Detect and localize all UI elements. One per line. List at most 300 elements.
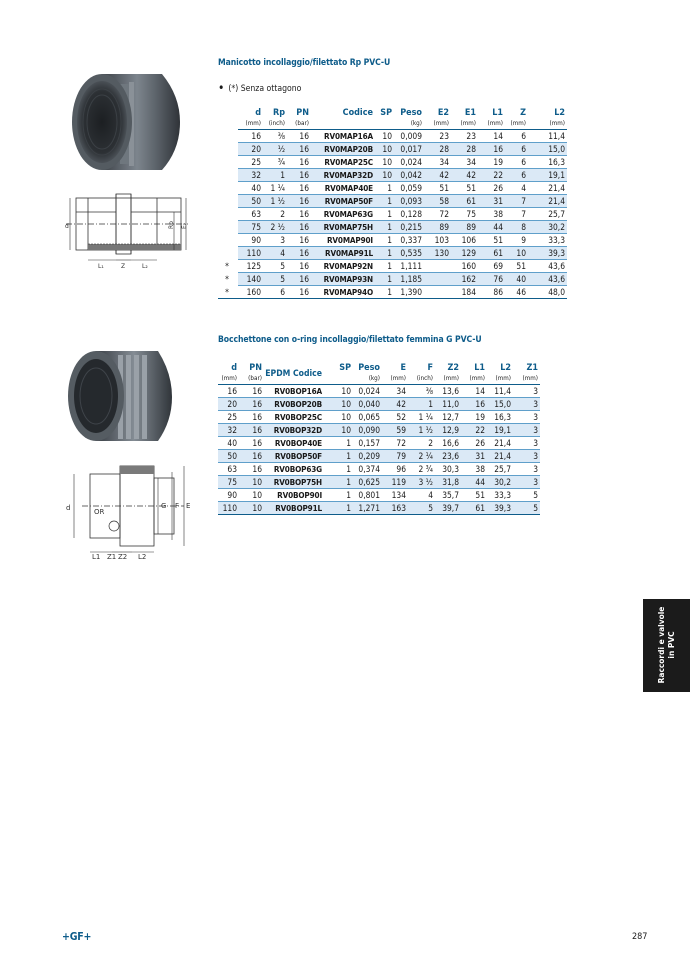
table-cell: 14 — [478, 130, 505, 143]
col-unit: (mm) — [382, 374, 408, 385]
table-cell: 25 — [238, 156, 263, 169]
table-cell: 10 — [375, 156, 394, 169]
table-cell: 3 — [513, 450, 540, 463]
col-unit: (mm) — [528, 119, 567, 130]
table-cell: 31 — [478, 195, 505, 208]
col-header: E1 — [464, 108, 476, 118]
table-cell: 19 — [461, 411, 487, 424]
table-cell: 2 — [263, 208, 287, 221]
col-header: L1 — [474, 363, 485, 373]
table-cell: 79 — [382, 450, 408, 463]
table-cell: 23,6 — [435, 450, 461, 463]
table-cell: 63 — [238, 208, 263, 221]
table-header-row — [218, 363, 540, 374]
table-cell: 34 — [424, 156, 451, 169]
table-cell: 34 — [382, 385, 408, 398]
table-cell: 40 — [238, 182, 263, 195]
table-cell: 125 — [238, 260, 263, 273]
table-cell: 6 — [505, 169, 528, 182]
drawing-label-l2b: L2 — [138, 553, 147, 560]
table-cell: 16,6 — [435, 437, 461, 450]
article-code: RV0MAP92N — [311, 260, 375, 273]
table-cell: 22 — [461, 424, 487, 437]
table-cell: 1 — [375, 195, 394, 208]
table-row — [218, 169, 567, 182]
table-cell: 0,625 — [353, 476, 382, 489]
table-cell: 31,8 — [435, 476, 461, 489]
footnote-mark — [218, 143, 238, 156]
table-cell: 4 — [408, 489, 435, 502]
drawing-label-z1: Z1 — [107, 553, 117, 560]
table-cell: 48,0 — [528, 286, 567, 299]
article-code: RV0BOP16A — [264, 385, 324, 398]
table-cell: 2 ¾ — [408, 463, 435, 476]
col-unit: (mm) — [238, 119, 263, 130]
drawing-label-l1: L₁ — [98, 263, 104, 270]
table-header-row — [218, 108, 567, 119]
col-unit — [311, 119, 375, 130]
col-unit: (kg) — [394, 119, 424, 130]
table-row — [218, 195, 567, 208]
table-row — [218, 273, 567, 286]
union-product-photo — [60, 345, 175, 445]
table-cell: 39,3 — [487, 502, 513, 515]
article-code: RV0MAP90I — [311, 234, 375, 247]
col-header: d — [231, 363, 237, 373]
col-header: Peso — [358, 363, 380, 373]
table-cell: 52 — [382, 411, 408, 424]
table-cell: 11,4 — [528, 130, 567, 143]
table-cell: 110 — [218, 502, 239, 515]
table-cell: 1 ½ — [408, 424, 435, 437]
table-cell: 25 — [218, 411, 239, 424]
table-cell: 0,065 — [353, 411, 382, 424]
table-cell: 33,3 — [528, 234, 567, 247]
table-cell: 75 — [451, 208, 478, 221]
col-unit: (mm) — [451, 119, 478, 130]
article-code: RV0BOP75H — [264, 476, 324, 489]
table-cell: 32 — [218, 424, 239, 437]
table-cell: 1,390 — [394, 286, 424, 299]
table-cell: 5 — [513, 489, 540, 502]
table-cell: 4 — [505, 182, 528, 195]
table-cell: 10 — [239, 489, 264, 502]
article-code: RV0BOP91L — [264, 502, 324, 515]
drawing-label-l1b: L1 — [92, 553, 101, 560]
footnote-mark — [218, 156, 238, 169]
table-cell: 0,009 — [394, 130, 424, 143]
table-cell: 0,017 — [394, 143, 424, 156]
article-code: RV0BOP50F — [264, 450, 324, 463]
table-cell: 3 — [513, 463, 540, 476]
col-unit: (bar) — [239, 374, 264, 385]
table-cell: 51 — [424, 182, 451, 195]
footnote-mark: * — [218, 260, 238, 273]
col-unit: (mm) — [424, 119, 451, 130]
article-code: RV0MAP91L — [311, 247, 375, 260]
table-cell: 51 — [478, 234, 505, 247]
table-cell: 1 — [324, 489, 353, 502]
table-cell: 1 — [375, 182, 394, 195]
section1-title: Manicotto incollaggio/filettato Rp PVC-U — [218, 58, 391, 68]
table-cell: 34 — [451, 156, 478, 169]
table-cell: 1 — [375, 221, 394, 234]
table-cell: 21,4 — [528, 182, 567, 195]
table-cell: 16 — [287, 169, 311, 182]
col-header: Codice — [342, 108, 373, 118]
table-cell: ⅜ — [263, 130, 287, 143]
table-cell: 50 — [218, 450, 239, 463]
table-cell: 72 — [424, 208, 451, 221]
table-cell: 16,3 — [487, 411, 513, 424]
col-header: Z2 — [447, 363, 459, 373]
col-header: L2 — [500, 363, 511, 373]
col-header: Peso — [400, 108, 422, 118]
table-cell: 130 — [424, 247, 451, 260]
col-unit: (inch) — [408, 374, 435, 385]
table-cell: 0,090 — [353, 424, 382, 437]
table-cell: 76 — [478, 273, 505, 286]
footnote-mark — [218, 169, 238, 182]
table-cell: 1 — [375, 234, 394, 247]
table-cell: 0,042 — [394, 169, 424, 182]
col-header: EPDM Codice — [264, 363, 324, 385]
socket-spec-table — [218, 108, 567, 299]
table-cell: 23 — [451, 130, 478, 143]
table-cell: 1 — [324, 437, 353, 450]
table-cell: 129 — [451, 247, 478, 260]
drawing-label-d2: d — [66, 504, 71, 512]
table-cell: 16 — [287, 156, 311, 169]
col-header: F — [427, 363, 433, 373]
page-number: 287 — [632, 932, 648, 942]
table-cell: 26 — [461, 437, 487, 450]
table-cell: 14 — [461, 385, 487, 398]
table-cell: 0,093 — [394, 195, 424, 208]
table-cell: 134 — [382, 489, 408, 502]
table-cell: 38 — [461, 463, 487, 476]
section1-note-text: (*) Senza ottagono — [228, 84, 302, 94]
drawing-label-f: F — [175, 502, 180, 510]
col-unit: (mm) — [505, 119, 528, 130]
table-cell: 4 — [263, 247, 287, 260]
table-cell: 1 — [263, 169, 287, 182]
table-cell: 20 — [218, 398, 239, 411]
table-cell: 0,024 — [394, 156, 424, 169]
table-cell: 1 — [375, 247, 394, 260]
table-cell: 3 — [513, 398, 540, 411]
table-row — [218, 247, 567, 260]
table-cell: 1 — [375, 286, 394, 299]
article-code: RV0BOP90I — [264, 489, 324, 502]
drawing-label-d: d — [65, 223, 69, 230]
col-unit: (bar) — [287, 119, 311, 130]
table-cell: 119 — [382, 476, 408, 489]
footnote-mark: * — [218, 273, 238, 286]
table-cell: 3 — [513, 424, 540, 437]
table-cell: 6 — [263, 286, 287, 299]
table-cell: 1 — [375, 208, 394, 221]
col-header: PN — [296, 108, 309, 118]
table-row — [218, 182, 567, 195]
table-cell: 42 — [451, 169, 478, 182]
footnote-mark — [218, 130, 238, 143]
footnote-mark — [218, 208, 238, 221]
table-cell: 12,7 — [435, 411, 461, 424]
table-cell: 10 — [375, 143, 394, 156]
table-row — [218, 463, 540, 476]
table-cell: 28 — [451, 143, 478, 156]
table-cell: 16 — [239, 450, 264, 463]
table-cell: 16 — [287, 221, 311, 234]
table-row — [218, 450, 540, 463]
article-code: RV0MAP75H — [311, 221, 375, 234]
article-code: RV0BOP25C — [264, 411, 324, 424]
union-spec-table — [218, 363, 540, 515]
table-cell: 1 — [324, 463, 353, 476]
table-cell: 50 — [238, 195, 263, 208]
col-header: Rp — [272, 108, 285, 118]
table-cell: 160 — [451, 260, 478, 273]
table-row — [218, 476, 540, 489]
article-code: RV0MAP40E — [311, 182, 375, 195]
table-cell: 16 — [287, 260, 311, 273]
table-cell: 16 — [239, 411, 264, 424]
footnote-mark — [218, 247, 238, 260]
table-cell: 61 — [461, 502, 487, 515]
drawing-label-e: E — [186, 502, 191, 510]
table-row — [218, 286, 567, 299]
table-cell: 1,185 — [394, 273, 424, 286]
article-code: RV0BOP32D — [264, 424, 324, 437]
table-cell: 39,7 — [435, 502, 461, 515]
table-cell: 44 — [478, 221, 505, 234]
article-code: RV0BOP63G — [264, 463, 324, 476]
table-cell: 42 — [382, 398, 408, 411]
table-cell: 2 ¼ — [408, 450, 435, 463]
table-row — [218, 411, 540, 424]
col-header: L2 — [554, 108, 565, 118]
table-cell: 11,4 — [487, 385, 513, 398]
table-cell: 16 — [287, 247, 311, 260]
table-cell: 96 — [382, 463, 408, 476]
table-cell: 10 — [324, 398, 353, 411]
col-unit: (inch) — [263, 119, 287, 130]
drawing-label-l2: L₂ — [142, 263, 148, 270]
table-row — [218, 234, 567, 247]
table-row — [218, 424, 540, 437]
article-code: RV0MAP32D — [311, 169, 375, 182]
table-cell: 5 — [408, 502, 435, 515]
table-cell: 184 — [451, 286, 478, 299]
table-cell: 1 — [324, 502, 353, 515]
table-row — [218, 489, 540, 502]
chapter-side-tab-line1: Raccordi e valvole — [656, 606, 666, 684]
col-header: SP — [380, 108, 392, 118]
table-cell: 16 — [287, 182, 311, 195]
table-cell: 6 — [505, 130, 528, 143]
table-cell: 1 — [324, 450, 353, 463]
table-cell: 8 — [505, 221, 528, 234]
table-cell: 35,7 — [435, 489, 461, 502]
table-cell: 21,4 — [487, 450, 513, 463]
table-cell: 16 — [287, 143, 311, 156]
table-cell: 0,128 — [394, 208, 424, 221]
chapter-side-tab-text — [656, 600, 676, 690]
table-cell: 1 — [324, 476, 353, 489]
table-cell: 11,0 — [435, 398, 461, 411]
col-unit: (mm) — [435, 374, 461, 385]
table-cell: 5 — [513, 502, 540, 515]
table-cell: 7 — [505, 208, 528, 221]
table-cell: 3 — [513, 437, 540, 450]
col-unit — [375, 119, 394, 130]
chapter-side-tab — [643, 599, 690, 692]
table-cell: 19,1 — [528, 169, 567, 182]
drawing-label-z2: Z2 — [118, 553, 128, 560]
table-cell: 89 — [424, 221, 451, 234]
table-cell: 0,337 — [394, 234, 424, 247]
table-cell: 3 — [513, 411, 540, 424]
article-code: RV0MAP20B — [311, 143, 375, 156]
table-cell: 44 — [461, 476, 487, 489]
table-cell: 2 ½ — [263, 221, 287, 234]
table-cell: 0,801 — [353, 489, 382, 502]
table-row — [218, 156, 567, 169]
table-row — [218, 208, 567, 221]
table-cell: 162 — [451, 273, 478, 286]
col-unit: (mm) — [461, 374, 487, 385]
table-row — [218, 260, 567, 273]
section1-note — [218, 80, 301, 94]
table-cell: 75 — [238, 221, 263, 234]
table-cell: 16 — [287, 208, 311, 221]
col-header: L1 — [492, 108, 503, 118]
table-cell: 16 — [461, 398, 487, 411]
table-cell — [424, 273, 451, 286]
table-cell: 16 — [287, 195, 311, 208]
table-cell: 16 — [239, 398, 264, 411]
table-cell: 103 — [424, 234, 451, 247]
col-unit: (mm) — [513, 374, 540, 385]
table-cell: ⅜ — [408, 385, 435, 398]
table-cell: 22 — [478, 169, 505, 182]
table-cell: 0,535 — [394, 247, 424, 260]
col-unit: (mm) — [478, 119, 505, 130]
table-cell: 5 — [263, 273, 287, 286]
table-cell: 16 — [239, 424, 264, 437]
table-cell: 59 — [382, 424, 408, 437]
table-cell: 61 — [478, 247, 505, 260]
table-cell: ½ — [263, 143, 287, 156]
table-cell: 63 — [218, 463, 239, 476]
table-cell: ¾ — [263, 156, 287, 169]
table-cell: 69 — [478, 260, 505, 273]
drawing-label-or: OR — [94, 508, 105, 516]
article-code: RV0MAP94O — [311, 286, 375, 299]
table-cell: 30,2 — [487, 476, 513, 489]
drawing-label-e2: E₂ — [181, 222, 188, 229]
table-cell: 16 — [218, 385, 239, 398]
table-cell: 16 — [238, 130, 263, 143]
socket-technical-drawing — [58, 188, 193, 273]
col-header: E2 — [437, 108, 449, 118]
table-cell: 30,2 — [528, 221, 567, 234]
col-header: SP — [339, 363, 351, 373]
table-cell: 9 — [505, 234, 528, 247]
table-cell: 61 — [451, 195, 478, 208]
table-cell: 10 — [324, 385, 353, 398]
article-code: RV0MAP93N — [311, 273, 375, 286]
table-cell: 16 — [239, 437, 264, 450]
table-cell: 20 — [238, 143, 263, 156]
table-cell: 16 — [239, 463, 264, 476]
table-cell: 16 — [287, 286, 311, 299]
table-cell: 163 — [382, 502, 408, 515]
table-cell: 1 — [375, 273, 394, 286]
table-cell: 6 — [505, 143, 528, 156]
table-cell: 72 — [382, 437, 408, 450]
col-unit: (kg) — [353, 374, 382, 385]
table-cell: 0,215 — [394, 221, 424, 234]
table-cell: 40 — [218, 437, 239, 450]
table-cell: 25,7 — [528, 208, 567, 221]
table-units-row — [218, 119, 567, 130]
table-cell: 89 — [451, 221, 478, 234]
article-code: RV0BOP40E — [264, 437, 324, 450]
table-row — [218, 385, 540, 398]
table-cell: 13,6 — [435, 385, 461, 398]
table-cell: 10 — [375, 130, 394, 143]
drawing-label-g: G — [161, 502, 167, 510]
drawing-label-rp: Rp — [168, 221, 175, 229]
table-cell: 1 — [408, 398, 435, 411]
table-cell: 10 — [239, 502, 264, 515]
col-unit: (mm) — [218, 374, 239, 385]
table-cell: 10 — [505, 247, 528, 260]
footnote-mark — [218, 221, 238, 234]
table-cell: 1 — [375, 260, 394, 273]
col-header: Z1 — [526, 363, 538, 373]
article-code: RV0MAP50F — [311, 195, 375, 208]
section2-title: Bocchettone con o-ring incollaggio/filettato femmina G PVC-U — [218, 335, 482, 345]
table-cell: 10 — [375, 169, 394, 182]
table-cell: 75 — [218, 476, 239, 489]
table-cell: 33,3 — [487, 489, 513, 502]
table-cell: 1 ½ — [263, 195, 287, 208]
gf-logo: +GF+ — [62, 931, 92, 943]
table-row — [218, 221, 567, 234]
table-cell: 3 — [513, 385, 540, 398]
table-cell: 16,3 — [528, 156, 567, 169]
union-technical-drawing — [60, 460, 200, 560]
table-cell: 6 — [505, 156, 528, 169]
table-cell: 30,3 — [435, 463, 461, 476]
table-row — [218, 398, 540, 411]
table-cell: 43,6 — [528, 260, 567, 273]
footnote-mark — [218, 234, 238, 247]
table-cell: 5 — [263, 260, 287, 273]
table-cell: 19 — [478, 156, 505, 169]
footnote-mark — [218, 195, 238, 208]
table-cell: 38 — [478, 208, 505, 221]
table-cell: 15,0 — [487, 398, 513, 411]
chapter-side-tab-line2: in PVC — [666, 631, 676, 659]
table-cell: 25,7 — [487, 463, 513, 476]
drawing-label-z: Z — [121, 263, 126, 270]
table-cell: 51 — [505, 260, 528, 273]
bullet-icon: • — [218, 81, 225, 95]
